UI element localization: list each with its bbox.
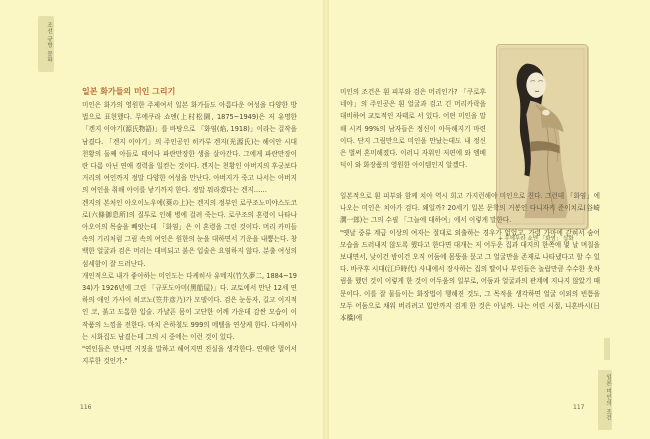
page-number-left: 116 bbox=[80, 404, 92, 411]
section-heading: 일본 화가들의 미인 그리기 bbox=[82, 87, 176, 96]
body-paragraph: 개인적으로 내가 좋아하는 미인도는 다케히사 유메지(竹久夢二, 1884~1934)가 1926년에 그린 「규포도아미(黑船屋)」다. 교토에서 만난 12세 연하의 애인 가사이 히코노(笠井彦乃)가 모델이다. 검은 눈동자, 길고 이지적인 코, 붉고 도톰한 입술. 가냘픈 몸이 고단한 어깨 가운데 감싼 모습이 이 작품의 느낌을 전한다. 마치 은하철도 999의 메텔을 연상케 한다. 다케히사는 시화집도 남겼는데 그의 시 중에는 이런 것이 있다. bbox=[82, 271, 297, 341]
chapter-side-tab-right bbox=[598, 370, 612, 430]
figure-caption: + 우에무라 쇼엔 「화염」 삽화 bbox=[498, 236, 574, 242]
quote-paragraph: "연인들은 만나면 거짓을 말하고 헤어지면 진실을 생각한다. 연애란 멀어서 지루한 것인가." bbox=[82, 345, 297, 366]
body-paragraph: 미인은 화가의 영원한 주제여서 일본 화가들도 아름다운 여성을 다양한 방법으로 표현했다. 무에쿠라 쇼엔(上村松園, 1875~1949)은 저 유명한 「겐지 이야기(源氏物語)」를 바탕으로 「화염(焰, 1918)」이라는 걸작을 남겼다. 「겐지 이야기」의 주인공인 히카루 겐지(光源氏)는 헤이안 시대 천황의 둘째 아들로 태어나 파란만장한 생을 살아간다. 그에게 파란만장이란 다름 아닌 연애 경력을 일컫는 것이다. 겐지는 천황인 아버지의 후궁보다 거리의 여인까지 정말 다양한 여성을 만난다. 아버지가 죽고 나서는 아버지의 여인을 취해 아이를 낳기까지 한다. 정말 뭐라겠다는 겐지…… bbox=[82, 101, 297, 195]
page-number-right: 117 bbox=[573, 404, 585, 411]
right-page-body bbox=[340, 190, 600, 410]
chapter-side-tab-label: 일본 미인의 조건 bbox=[605, 374, 611, 421]
body-paragraph: 겐지의 본처인 아오이노우에(葵の上)는 겐지의 정부인 로쿠조노미야스도코로(六條御息所)의 질투로 인해 병에 걸려 죽는다. 로쿠조의 혼령이 나타나 아오이의 목숨을 빼앗는데 「화염」은 이 혼령을 그린 것이다. 머리 카미들 속의 기리처럼 그림 속의 여인은 원한의 눈을 대하면서 기운을 내뿜는다. 창백한 얼굴과 검은 머리는 대비되고 붉은 입술은 요염하지 않다. 분출 여성의 섬세함이 잘 드러난다. bbox=[82, 198, 297, 268]
body-paragraph: 일본적으로 흰 피부와 함께 치아 역시 희고 가지런해야 미인으로 친다. 그런데 「화염」에 나오는 미인은 치아가 검다. 왜일까? 20세기 일본 문학의 거봉인 다니자키 준이치로(谷崎潤一郎)는 그의 수필 「그늘에 대하여」에서 이렇게 말한다. bbox=[340, 192, 600, 225]
left-page-body bbox=[82, 99, 297, 411]
body-paragraph: 미인의 조건은 흰 피부와 검은 머리인가? 「쿠로후네야」의 주인공은 흰 얼굴과 검고 긴 머리카락을 대비하여 교토적인 자태로 서 있다. 어떤 미인을 말해 시켜 99%의 남자들은 정신이 아득해지기 마련이다. 단지 그림만으로 미인을 만났는데도 내 정신은 벌써 혼미해졌다. 이러니 자위인 저편에 와 엠베덕이 와 화장품의 영원한 아이템인지 알겠다. bbox=[340, 88, 486, 170]
chapter-side-tab-label: 조선 규방 문화 bbox=[46, 22, 52, 63]
chapter-side-tab-left bbox=[38, 16, 54, 72]
quote-paragraph: "옛날 중류 계급 이상의 여자는 절대로 외출하는 경우가 없었고, 가령 가마에 갇혀서 숨어 모습을 드러내지 않도록 했다고 한다면 대개는 저 어두운 집과 대지의 한쪽에 몇 날 며칠을 보내면서, 낮이건 밤이건 오직 어둠에 몸뚱을 묻고 그 얼굴만을 존재로 나타냈다고 할 수 있다. 바쿠후 시대(江戶時代) 사내에서 장사하는 집의 딸이나 부인들은 놀랍만큼 수수한 옷차림을 했던 것이 이렇게 한 것이 어두움의 일부로, 어둠과 얼굴과의 관계에 지나지 않았기 때문이다. 이를 잘 물들이는 화장법이 행해진 것도, 그 목적을 생각하면 얼굴 이외의 빈틈을 모두 어둠으로 채워 버리려고 입안까지 검게 한 것은 아닐까. 나는 어린 시절, 니혼바시(日本橋)에 bbox=[340, 228, 600, 323]
book-gutter bbox=[323, 0, 329, 439]
side-mark-right bbox=[604, 338, 610, 360]
